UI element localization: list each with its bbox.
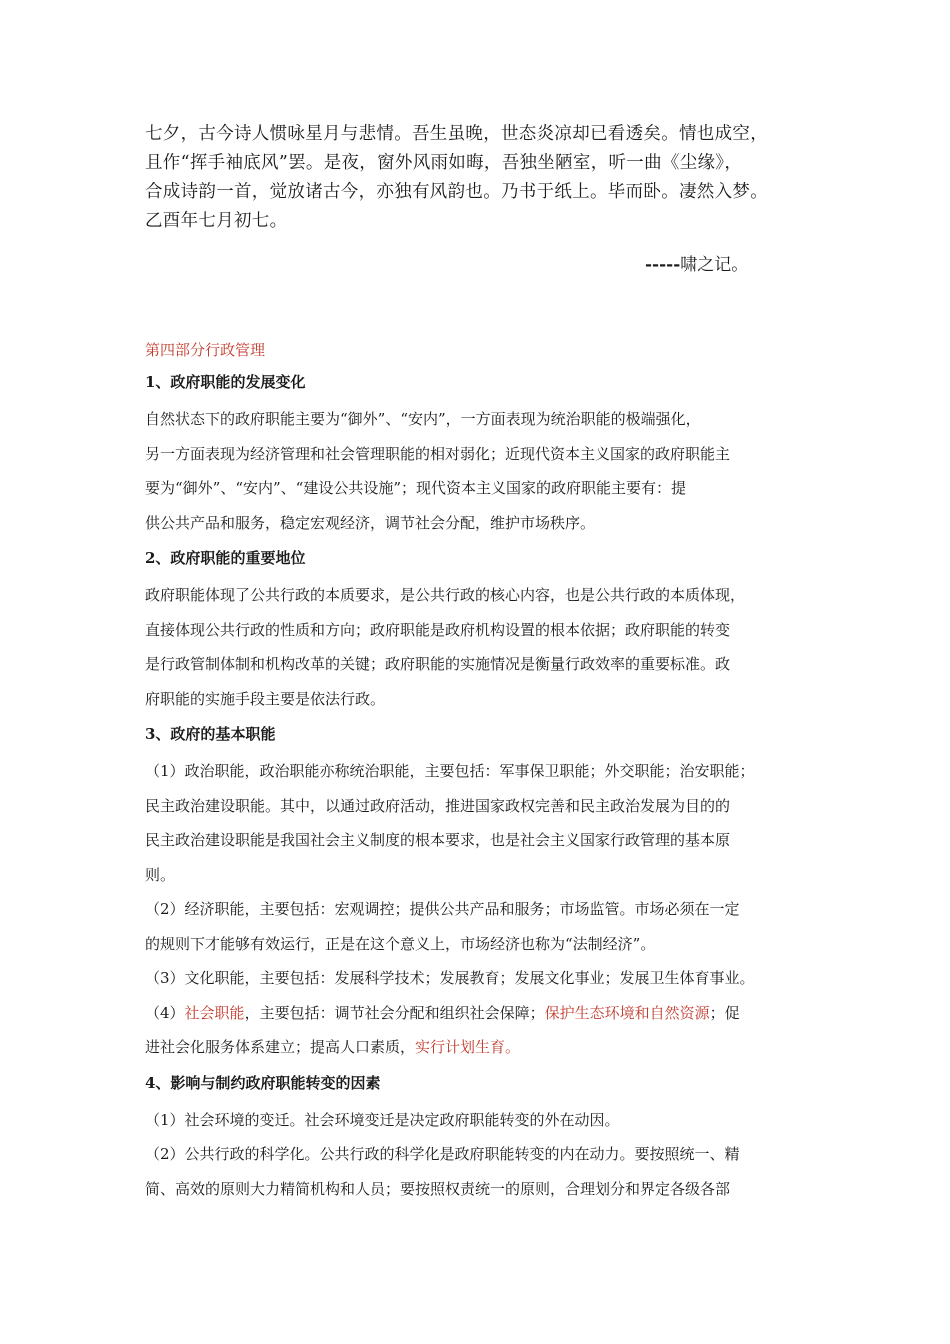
highlight-red: 保护生态环境和自然资源: [544, 1003, 710, 1022]
text-run: （4）: [145, 1003, 185, 1022]
text-line: （2）公共行政的科学化。公共行政的科学化是政府职能转变的内在动力。要按照统一、精: [145, 1145, 740, 1163]
highlight-red: 社会职能: [184, 1003, 245, 1022]
text-line: （1）政治职能，政治职能亦称统治职能，主要包括：军事保卫职能；外交职能；治安职能；: [145, 762, 755, 780]
text-line: 政府职能体现了公共行政的本质要求，是公共行政的核心内容，也是公共行政的本质体现，: [145, 586, 746, 604]
text-run: ；促: [709, 1003, 740, 1022]
section-title: 第四部分行政管理: [145, 341, 266, 359]
paragraph-4-2: [145, 1137, 825, 1206]
paragraph-3-2: [145, 892, 825, 961]
heading-4: 4、影响与制约政府职能转变的因素: [145, 1073, 381, 1092]
main-content: [145, 338, 825, 1206]
text-line: 的规则下才能够有效运行，正是在这个意义上，市场经济也称为“法制经济”。: [145, 934, 656, 953]
text-line: 要为“御外”、“安内”、“建设公共设施”；现代资本主义国家的政府职能主要有：提: [145, 479, 687, 497]
text-line: 民主政治建设职能。其中，以通过政府活动，推进国家政权完善和民主政治发展为目的的: [145, 796, 731, 815]
poem-paragraph: [145, 120, 815, 236]
paragraph-2: [145, 578, 825, 716]
text-line: （3）文化职能，主要包括：发展科学技术；发展教育；发展文化事业；发展卫生体育事业。: [145, 969, 755, 987]
text-line: 民主政治建设职能是我国社会主义制度的根本要求，也是社会主义国家行政管理的基本原: [145, 831, 731, 849]
signature-text: 啸之记。: [680, 255, 749, 275]
text-line: 府职能的实施手段主要是依法行政。: [145, 689, 386, 708]
text-run: ，主要包括：调节社会分配和组织社会保障；: [244, 1003, 545, 1022]
highlight-red: 实行计划生育。: [415, 1038, 521, 1056]
text-line: [145, 1030, 825, 1065]
poem-line: 且作“挥手袖底风”罢。是夜，窗外风雨如晦，吾独坐陋室，听一曲《尘缘》，: [145, 153, 743, 173]
paragraph-1: [145, 402, 825, 540]
text-line: 简、高效的原则大力精简机构和人员；要按照权责统一的原则，合理划分和界定各级各部: [145, 1179, 731, 1198]
text-line: 另一方面表现为经济管理和社会管理职能的相对弱化；近现代资本主义国家的政府职能主: [145, 444, 731, 463]
poem-line: 乙酉年七月初七。: [145, 211, 288, 231]
text-line: 供公共产品和服务，稳定宏观经济，调节社会分配，维护市场秩序。: [145, 513, 596, 532]
text-line: 直接体现公共行政的性质和方向；政府职能是政府机构设置的根本依据；政府职能的转变: [145, 620, 731, 639]
paragraph-3-3: [145, 961, 825, 996]
heading-2: 2、政府职能的重要地位: [145, 549, 306, 567]
paragraph-3-1: [145, 754, 825, 892]
text-line: 则。: [145, 865, 176, 884]
heading-1: 1、政府职能的发展变化: [145, 373, 306, 391]
text-run: 进社会化服务体系建立；提高人口素质，: [145, 1038, 416, 1056]
text-line: [145, 996, 825, 1031]
text-line: 自然状态下的政府职能主要为“御外”、“安内”，一方面表现为统治职能的极端强化，: [145, 410, 701, 428]
text-line: 是行政管制体制和机构改革的关键；政府职能的实施情况是衡量行政效率的重要标准。政: [145, 655, 731, 673]
signature-dashes: -----: [645, 255, 681, 275]
paragraph-4-1: [145, 1103, 825, 1138]
heading-3: 3、政府的基本职能: [145, 725, 276, 743]
text-line: （1）社会环境的变迁。社会环境变迁是决定政府职能转变的外在动因。: [145, 1110, 620, 1129]
poem-line: 合成诗韵一首，觉放诸古今，亦独有风韵也。乃书于纸上。毕而卧。凄然入梦。: [145, 182, 768, 202]
text-line: （2）经济职能，主要包括：宏观调控；提供公共产品和服务；市场监管。市场必须在一定: [145, 900, 740, 918]
paragraph-3-4: [145, 996, 825, 1065]
poem-line: 七夕，古今诗人惯咏星月与悲情。吾生虽晚，世态炎凉却已看透矣。情也成空，: [145, 124, 768, 144]
signature: [645, 250, 748, 275]
